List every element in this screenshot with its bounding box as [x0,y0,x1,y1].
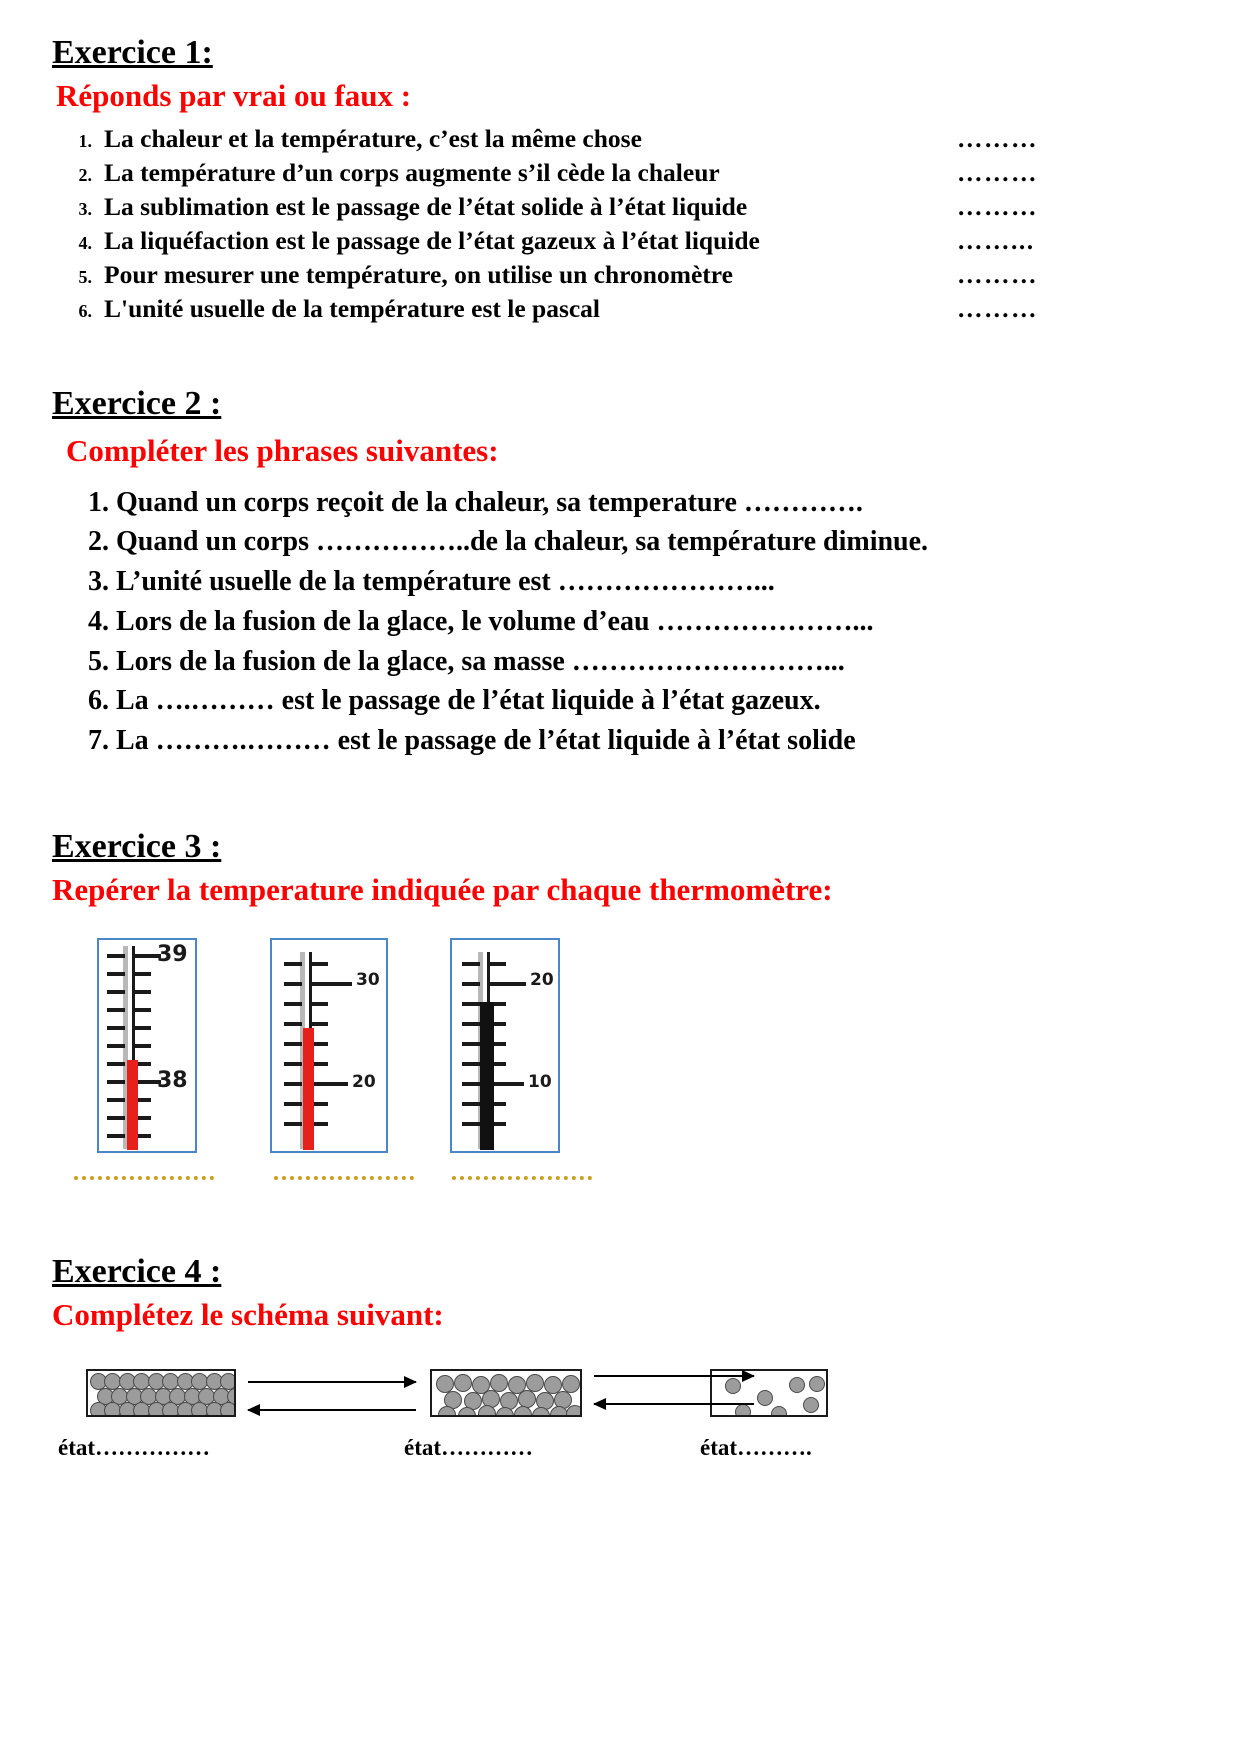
arrow-solid-to-liquid [248,1381,416,1383]
scale-label: 20 [530,969,554,990]
tick-mark [462,962,480,966]
exercise-1-instruction: Réponds par vrai ou faux : [56,78,412,113]
answer-blank[interactable]: ……... [957,226,1035,256]
exercise-3-section [52,828,1202,1206]
item-text: La température d’un corps augmente s’il cède la chaleur [104,157,720,187]
mercury-column [127,1060,138,1150]
list-item[interactable]: 2. Quand un corps ……………..de la chaleur, sa température diminue. [88,526,929,558]
exercise-3-instruction: Repérer la temperature indiquée par chaque thermomètre: [52,872,833,907]
answer-dotted-line-2[interactable] [274,1176,414,1180]
list-item [52,122,1192,156]
exercise-2-section [52,385,1202,761]
tick-mark [462,1102,480,1106]
tick-mark [107,972,125,976]
item-text: La chaleur et la température, c’est la même chose [104,123,642,153]
exercise-4-instruction: Complétez le schéma suivant: [52,1297,444,1332]
molecule [757,1390,773,1406]
thermometer-3 [450,938,560,1153]
exercise-2-title: Exercice 2 : [52,385,222,422]
exercise-2-heading [52,385,1202,423]
arrow-gas-to-liquid [594,1403,754,1405]
list-item [52,190,1192,224]
molecule [771,1406,787,1417]
exercise-2-instruction: Compléter les phrases suivantes: [66,433,499,468]
tick-mark [135,990,151,994]
molecule [735,1404,751,1417]
answer-blank[interactable]: ……… [957,123,1038,153]
molecule [220,1402,236,1417]
thermometer-3-scale [452,940,558,1151]
states-of-matter-diagram [52,1359,1202,1489]
answer-blank[interactable]: ……… [957,260,1038,290]
item-number: 6. [78,301,92,322]
list-item [52,258,1192,292]
list-item[interactable]: 4. Lors de la fusion de la glace, le volume d’eau …………………... [88,605,874,637]
tick-mark [107,990,125,994]
list-item [52,224,1192,258]
tick-mark [135,972,151,976]
list-item[interactable]: 6. La ….……… est le passage de l’état liquide à l’état gazeux. [88,685,821,717]
item-text: L'unité usuelle de la température est le pascal [104,294,601,324]
list-item [52,156,1192,190]
scale-label: 10 [528,1071,552,1092]
tick-mark [107,1098,125,1102]
tick-mark [312,1062,328,1066]
tick-mark [462,1082,480,1086]
list-item[interactable]: 7. La ……….……… est le passage de l’état liquide à l’état solide [88,725,856,757]
molecule [566,1405,582,1417]
tick-mark [462,1022,480,1026]
tick-mark [284,1102,302,1106]
tick-mark-major [312,1082,348,1086]
tick-mark [284,1082,302,1086]
thermometer-answer-row [52,1166,1202,1206]
scale-label: 39 [157,941,188,967]
tick-mark [107,1008,125,1012]
tick-mark [462,1062,480,1066]
tick-mark [107,1044,125,1048]
list-item [52,292,1192,326]
item-text: La liquéfaction est le passage de l’état gazeux à l’état liquide [104,226,760,256]
tick-mark [107,1080,125,1084]
thermometer-row [52,930,1202,1160]
molecule [725,1378,741,1394]
thermometer-2 [270,938,388,1153]
tick-mark [135,1008,151,1012]
exercise-3-heading [52,828,1202,866]
tick-mark [107,1062,125,1066]
molecule [436,1375,454,1393]
tick-mark [312,1102,328,1106]
tick-mark [284,982,302,986]
molecule [526,1374,544,1392]
tick-mark-major [490,1082,524,1086]
item-number: 2. [78,164,92,185]
answer-blank[interactable]: ……… [957,157,1038,187]
molecule [789,1377,805,1393]
tick-mark [462,1002,480,1006]
exercise-4-heading [52,1253,1202,1291]
thermometer-1-scale [99,940,195,1151]
thermometer-2-scale [272,940,386,1151]
tick-mark [284,1042,302,1046]
state-label-solid[interactable]: état…………… [58,1434,211,1460]
molecule [562,1375,580,1393]
tick-mark [312,962,328,966]
item-text: Pour mesurer une température, on utilise un chronomètre [104,260,733,290]
answer-dotted-line-3[interactable] [452,1176,592,1180]
tick-mark [462,1122,480,1126]
answer-blank[interactable]: ……… [957,294,1038,324]
list-item[interactable]: 3. L’unité usuelle de la température est …………………... [88,566,775,598]
list-item[interactable]: 1. Quand un corps reçoit de la chaleur, sa temperature …………. [88,486,863,518]
mercury-column [303,1028,314,1150]
item-number: 5. [78,267,92,288]
tick-mark [135,1044,151,1048]
molecule [803,1397,819,1413]
tick-mark [490,962,506,966]
tick-mark [107,1134,125,1138]
fill-in-blank-list [52,483,1202,761]
list-item[interactable]: 5. Lors de la fusion de la glace, sa masse ………………………... [88,645,845,677]
molecule [809,1376,825,1392]
arrow-liquid-to-gas [594,1375,754,1377]
scale-label: 38 [157,1067,188,1093]
state-box-solid [86,1369,236,1417]
tick-mark [107,1026,125,1030]
exercise-4-section [52,1253,1202,1489]
state-label-gas[interactable]: état………. [700,1434,812,1460]
tick-mark [107,954,125,958]
item-number: 4. [78,233,92,254]
molecule [454,1374,472,1392]
state-box-liquid [430,1369,582,1417]
mercury-column [480,1002,494,1150]
tick-mark [284,1022,302,1026]
answer-blank[interactable]: ……… [957,191,1038,221]
scale-label: 20 [352,1071,376,1092]
tick-mark [135,1026,151,1030]
item-text: La sublimation est le passage de l’état solide à l’état liquide [104,191,748,221]
tick-mark [312,1022,328,1026]
answer-dotted-line-1[interactable] [74,1176,214,1180]
tick-mark [284,1002,302,1006]
exercise-1-section [52,34,1192,327]
scale-label: 30 [356,969,380,990]
tick-mark-major [490,982,526,986]
exercise-1-title: Exercice 1: [52,34,213,71]
item-number: 3. [78,198,92,219]
tick-mark [107,1116,125,1120]
tick-mark [284,962,302,966]
arrow-liquid-to-solid [248,1409,416,1411]
exercise-1-heading [52,34,1192,72]
item-number: 1. [78,130,92,151]
true-false-list [52,122,1192,327]
tick-mark [312,1042,328,1046]
tick-mark-major [312,982,352,986]
thermometer-1 [97,938,197,1153]
molecule [518,1390,536,1408]
tick-mark [312,1002,328,1006]
tick-mark [462,1042,480,1046]
exercise-3-title: Exercice 3 : [52,828,222,865]
tick-mark [284,1122,302,1126]
state-label-liquid[interactable]: état………… [404,1434,534,1460]
exercise-4-title: Exercice 4 : [52,1253,222,1290]
tick-mark [284,1062,302,1066]
molecule [490,1374,508,1392]
tick-mark [462,982,480,986]
tick-mark [312,1122,328,1126]
